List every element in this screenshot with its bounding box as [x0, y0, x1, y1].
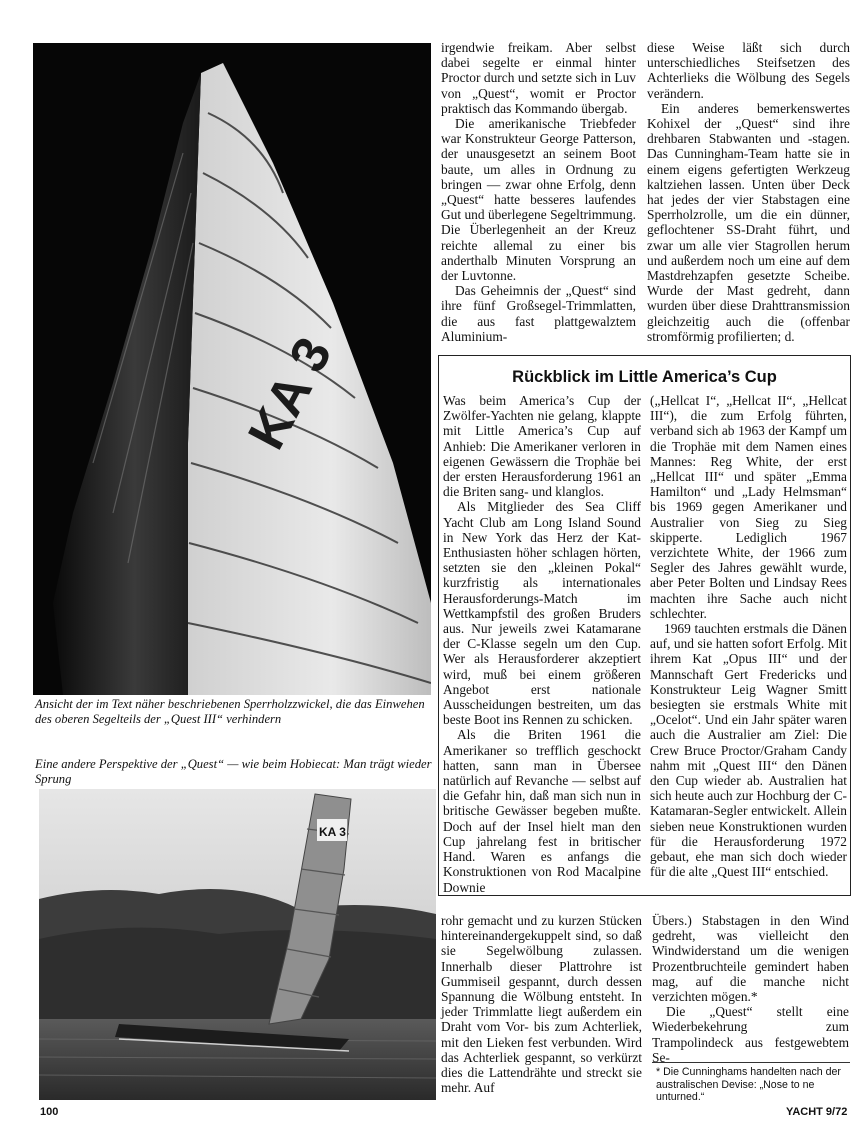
paragraph: Was beim America’s Cup der Zwölfer-Yachten nie gelang, klappte mit Little America’s Cup auf Anhieb: Die Amerikaner verloren in eigenen Gewässern die Trophäe bei der ersten Herausforderung 1961 an die Briten sang- und klanglos. [443, 393, 641, 500]
paragraph: Als die Briten 1961 die Amerikaner so trefflich geschockt hatten, sann man in Übersee natürlich auf Revanche — selbst auf die Gefahr hin, daß man sich nun in britische Gewässer begeben mußte. Doch auf der Insel hielt man den Cup jahrelang fest in britischer Hand. Waren es anfangs die Konstruktionen von Rod Macalpine Downie [443, 727, 641, 895]
column-3-top-text [647, 40, 850, 344]
sidebar-left-column [443, 393, 641, 895]
sail-number-text-1: KA 3 [237, 328, 344, 459]
catamaran-photo [39, 789, 436, 1100]
photo2-caption: Eine andere Perspektive der „Quest“ — wie beim Hobiecat: Man trägt wieder Sprung [35, 757, 432, 786]
paragraph: („Hellcat I“, „Hellcat II“, „Hellcat III“), die zum Erfolg führten, verband sich ab 1963 der Kampf um die Trophäe mit dem Namen eines Mannes: Reg White, der erst „Hellcat III“ und später „Emma Hamilton“ und „Lady Helmsman“ bis 1969 gegen Amerikaner und Australier von Sieg zu Sieg skipperte. Lediglich 1967 verzichtete White, der 1966 zum Segler des Jahres gewählt wurde, aber Peter Bolten und Lindsay Rees machten ihre Sache auch nicht schlechter. [650, 393, 847, 621]
paragraph: Als Mitglieder des Sea Cliff Yacht Club am Long Island Sound in New York das Herz der Kat-Enthusiasten höher schlagen hörten, setzten sie den „kleinen Pokal“ kurzfristig als internationales Herausforderungs-Match im Wettkampfstil des großen Bruders aus. Nur jeweils zwei Katamarane der C-Klasse segeln um den Cup. Wer als Herausforderer akzeptiert wird, muß bei einem größeren Angebot erst nationale Ausscheidungen bestreiten, um das beste Boot ins Rennen zu schicken. [443, 499, 641, 728]
column-2-bottom-text [441, 913, 642, 1095]
column-3-bottom-text [652, 913, 849, 1065]
column-2-top-text [441, 40, 636, 344]
paragraph: rohr gemacht und zu kurzen Stücken hintereinandergekuppelt sind, so daß sie Segelwölbung zulassen. Innerhalb dieser Plattrohre ist Gummiseil gespannt, durch dessen Spannung die Wölbung entsteht. In jeder Trimmlatte liegt außerdem ein Draht vom Vor- bis zum Achterliek, mit den Lieken fest verbunden. Wird das Achterliek gespannt, so verkürzt dies die Lattendrähte und streckt sie mehr. Auf [441, 913, 642, 1096]
paragraph: diese Weise läßt sich durch unterschiedliches Steifsetzen des Achterlieks die Wölbung des Segels verändern. [647, 40, 850, 101]
paragraph: Die amerikanische Triebfeder war Konstrukteur George Patterson, der unausgesetzt an seinem Boot baute, um alles in Ordnung zu bringen — zwar ohne Erfolg, denn „Quest“ hatte besseres laufendes Gut und überlegene Segeltrimmung. Die Überlegenheit an der Kreuz reichte allemal zu einer bis anderthalb Minuten Vorsprung an der Luvtonne. [441, 116, 636, 284]
catamaran-illustration [39, 789, 436, 1100]
sidebar-right-column [650, 393, 847, 880]
sail-closeup-photo [33, 43, 431, 695]
footnote: * Die Cunninghams handelten nach der australischen Devise: „Nose to ne unturned.“ [656, 1066, 841, 1103]
footnote-rule [652, 1062, 850, 1063]
paragraph: Die „Quest“ stellt eine Wiederbekehrung zum Trampolindeck aus festgewebtem Se- [652, 1004, 849, 1065]
page-number: 100 [40, 1106, 59, 1118]
paragraph: Übers.) Stabstagen in den Wind gedreht, was vielleicht den Windwiderstand um die wenigen Prozentbruchteile gemindert haben mag, auf die manche nicht verzichten mögen.* [652, 913, 849, 1005]
magazine-issue: YACHT 9/72 [786, 1106, 848, 1118]
sail-closeup-illustration [33, 43, 431, 695]
sidebar-title: Rückblick im Little America’s Cup [512, 368, 777, 386]
paragraph: irgendwie freikam. Aber selbst dabei segelte er einmal hinter Proctor durch und setzte sich in Luv von „Quest“, womit er Proctor praktisch das Kommando übergab. [441, 40, 636, 116]
sail-number-text-2: KA 3 [319, 825, 346, 839]
paragraph: Das Geheimnis der „Quest“ sind ihre fünf Großsegel-Trimmlatten, die aus fast plattgewalztem Aluminium- [441, 283, 636, 344]
paragraph: 1969 tauchten erstmals die Dänen auf, und sie hatten sofort Erfolg. Mit ihrem Kat „Opus III“ und der Mannschaft Gert Fredericks und Konstrukteur Leig Wagner Smitt besiegten sie erstmals White mit „Ocelot“. Und ein Jahr später waren auch die Australier am Ziel: Die Crew Bruce Proctor/Graham Candy nahm mit „Quest III“ den Dänen den Cup wieder ab. Australien hat sich heute auch zur Hochburg der C-Katamaran-Segler entwickelt. Allein sieben neue Konstruktionen wurden für die Herausforderung 1972 gebaut, ehe man sich doch wieder für die alte „Quest III“ entschied. [650, 621, 847, 880]
photo1-caption: Ansicht der im Text näher beschriebenen Sperrholzzwickel, die das Einwehen des oberen Segelteils der „Quest III“ verhindern [35, 697, 425, 726]
paragraph: Ein anderes bemerkenswertes Kohixel der „Quest“ sind ihre drehbaren Stabwanten und -stagen. Das Cunningham-Team hatte sie in einem eigens gefertigten Werkzeug kaltziehen lassen. Unten über Deck hat jedes der vier Stabstagen eine Sperrholzrolle, um die ein dünner, geflochtener SS-Draht führt, und zwar um alle vier Stagrollen herum und außerdem noch um eine auf dem Mastdrehzapfen gesetzte Scheibe. Wurde der Mast gedreht, dann wurden über diese Drahttransmission gleichzeitig auch die (offenbar stromförmig profilierten; d. [647, 100, 850, 344]
